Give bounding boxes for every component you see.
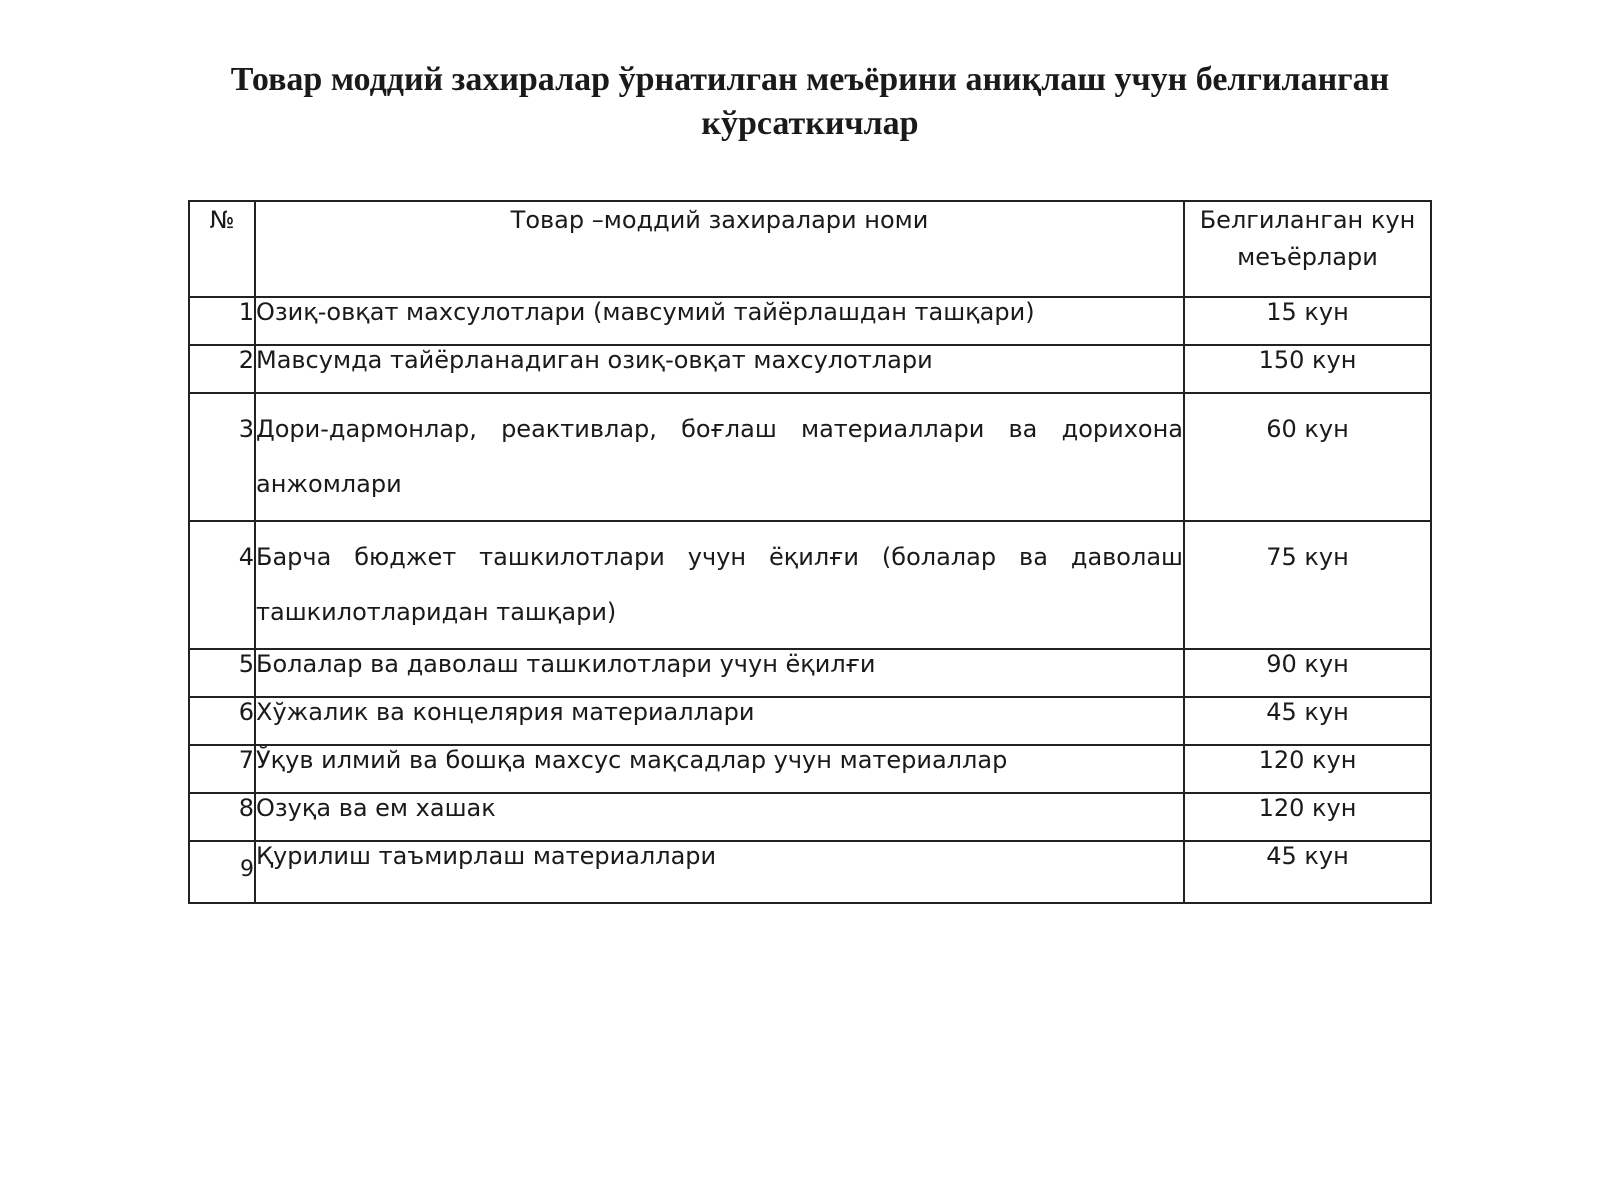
row-item-name: Хўжалик ва концелярия материаллари (255, 697, 1184, 745)
table-header-row (189, 201, 1431, 297)
table-row (189, 521, 1431, 649)
table-row (189, 345, 1431, 393)
row-item-name: Дори-дармонлар, реактивлар, боғлаш материаллари ва дорихона анжомлари (255, 393, 1184, 521)
row-day-norm: 45 кун (1184, 697, 1431, 745)
row-item-name: Барча бюджет ташкилотлари учун ёқилғи (болалар ва даволаш ташкилотларидан ташқари) (255, 521, 1184, 649)
header-number: № (189, 201, 255, 297)
row-number: 5 (189, 649, 255, 697)
page-title-line-1: Товар моддий захиралар ўрнатилган меъёрини аниқлаш учун белгиланган (230, 61, 1390, 98)
row-item-name: Ўқув илмий ва бошқа махсус мақсадлар учун материаллар (255, 745, 1184, 793)
row-item-name: Озуқа ва ем хашак (255, 793, 1184, 841)
inventory-norms-table (188, 200, 1432, 904)
row-item-name: Озиқ-овқат махсулотлари (мавсумий тайёрлашдан ташқари) (255, 297, 1184, 345)
row-number: 6 (189, 697, 255, 745)
row-day-norm: 120 кун (1184, 745, 1431, 793)
row-number: 2 (189, 345, 255, 393)
header-item-name: Товар –моддий захиралари номи (255, 201, 1184, 297)
row-number: 4 (189, 521, 255, 649)
row-day-norm: 75 кун (1184, 521, 1431, 649)
row-number: 1 (189, 297, 255, 345)
table-row (189, 745, 1431, 793)
table-row (189, 297, 1431, 345)
header-day-norms: Белгиланган кун меъёрлари (1184, 201, 1431, 297)
row-day-norm: 150 кун (1184, 345, 1431, 393)
row-day-norm: 45 кун (1184, 841, 1431, 903)
table-row (189, 697, 1431, 745)
table-row (189, 393, 1431, 521)
row-item-name: Болалар ва даволаш ташкилотлари учун ёқилғи (255, 649, 1184, 697)
row-number: 9 (189, 841, 255, 903)
row-day-norm: 120 кун (1184, 793, 1431, 841)
table-row (189, 841, 1431, 903)
table-row (189, 649, 1431, 697)
row-item-name: Қурилиш таъмирлаш материаллари (255, 841, 1184, 903)
page-title (160, 58, 1460, 146)
row-day-norm: 15 кун (1184, 297, 1431, 345)
row-number: 8 (189, 793, 255, 841)
row-item-name: Мавсумда тайёрланадиган озиқ-овқат махсулотлари (255, 345, 1184, 393)
table-row (189, 793, 1431, 841)
row-day-norm: 90 кун (1184, 649, 1431, 697)
row-day-norm: 60 кун (1184, 393, 1431, 521)
row-number: 3 (189, 393, 255, 521)
row-number: 7 (189, 745, 255, 793)
page-title-line-2: кўрсаткичлар (701, 105, 919, 142)
